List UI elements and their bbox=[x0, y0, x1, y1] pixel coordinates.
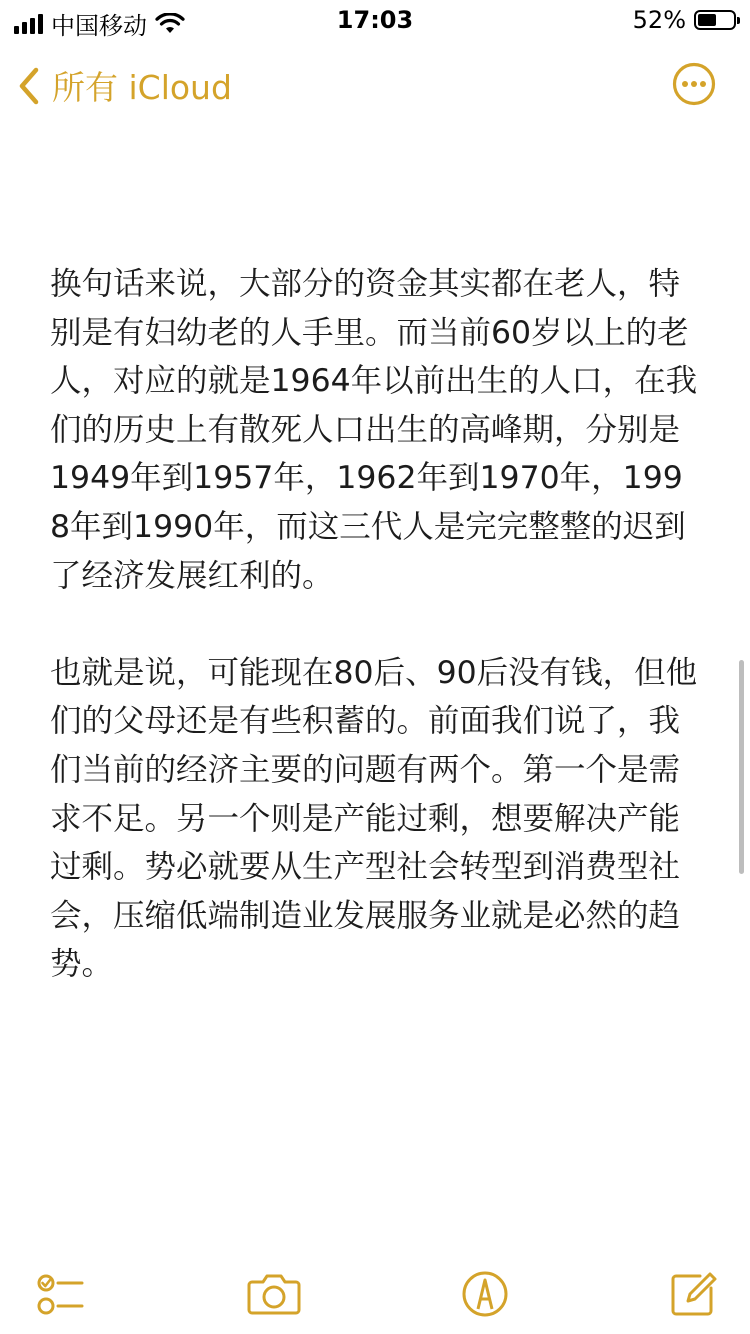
back-button-label: 所有 iCloud bbox=[52, 68, 232, 107]
scroll-indicator[interactable] bbox=[739, 660, 744, 874]
battery-icon bbox=[694, 10, 736, 30]
markup-icon[interactable] bbox=[455, 1264, 515, 1324]
compose-icon[interactable] bbox=[664, 1264, 724, 1324]
nav-bar bbox=[0, 40, 750, 130]
note-paragraph: 也就是说，可能现在80后、90后没有钱，但他们的父母还是有些积蓄的。前面我们说了，我们当前的经济主要的问题有两个。第一个是需求不足。另一个则是产能过剩，想要解决产能过剩。势必就要从生产型社会转型到消费型社会，压缩低端制造业发展服务业就是必然的趋势。 bbox=[50, 654, 698, 983]
checklist-icon[interactable] bbox=[30, 1264, 90, 1324]
battery-level-fill bbox=[698, 14, 716, 26]
camera-icon[interactable] bbox=[244, 1264, 304, 1324]
battery-percent: 52% bbox=[632, 6, 686, 34]
status-right bbox=[633, 6, 736, 34]
status-time: 17:03 bbox=[336, 6, 414, 34]
chevron-left-icon bbox=[16, 66, 42, 106]
carrier-name: 中国移动 bbox=[51, 12, 147, 40]
status-bar bbox=[0, 0, 750, 40]
note-paragraph: 换句话来说，大部分的资金其实都在老人，特别是有妇幼老的人手里。而当前60岁以上的老人，对应的就是1964年以前出生的人口，在我们的历史上有散死人口出生的高峰期，分别是1949年到1957年，1962年到1970年，1998年到1990年，而这三代人是完完整整的迟到了经济发展红利的。 bbox=[50, 266, 698, 594]
note-body[interactable] bbox=[50, 260, 700, 1038]
bottom-toolbar bbox=[0, 1254, 750, 1334]
back-button[interactable] bbox=[16, 62, 232, 109]
ellipsis-circle-icon[interactable] bbox=[672, 62, 716, 106]
